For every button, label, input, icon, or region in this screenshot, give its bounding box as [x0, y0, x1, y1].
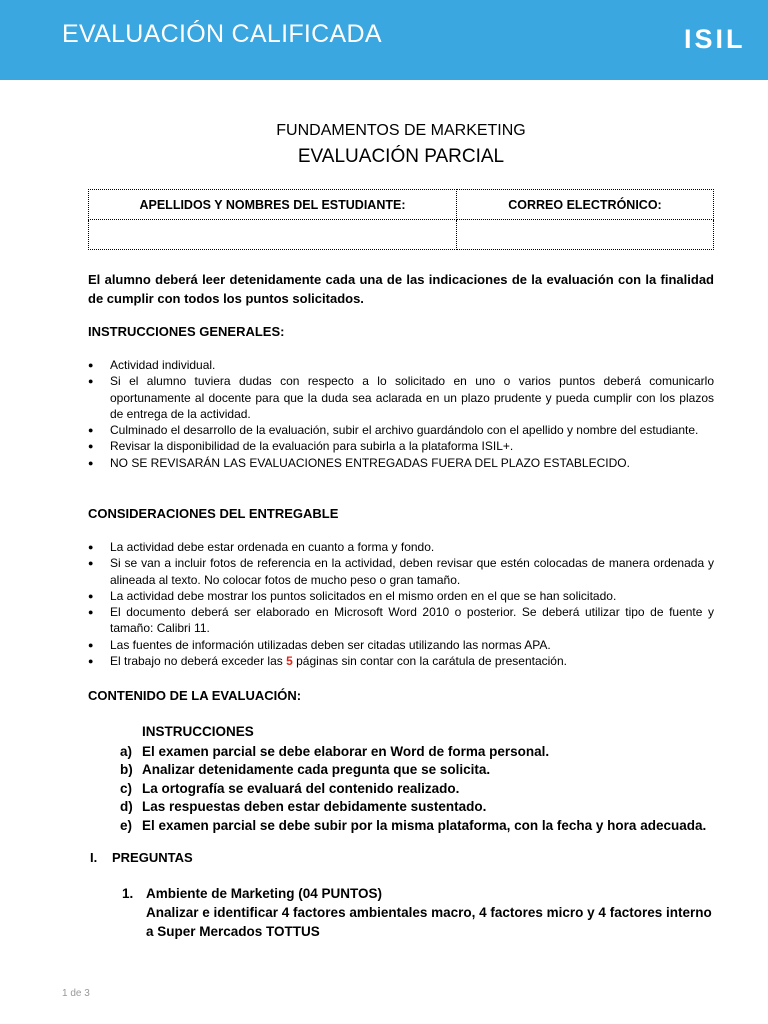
question-title: Ambiente de Marketing (04 PUNTOS)	[146, 886, 383, 901]
exam-title: EVALUACIÓN PARCIAL	[297, 146, 505, 167]
table-input-row	[89, 220, 714, 250]
student-name-header: APELLIDOS Y NOMBRES DEL ESTUDIANTE:	[89, 190, 457, 220]
list-item: ● Si se van a incluir fotos de referencia en la actividad, deben revisar que estén colocadas de manera ordenada y alineada al texto. No colocar fotos de mucho peso o gran tamaño.	[88, 556, 714, 587]
list-item: b) Analizar detenidamente cada pregunta que se solicita.	[120, 762, 491, 778]
bullet-icon: ●	[88, 376, 94, 387]
bullet-icon: ●	[88, 607, 94, 618]
list-item: d) Las respuestas deben estar debidamente sustentado.	[120, 799, 487, 815]
isil-logo: ISIL	[684, 24, 746, 54]
intro-paragraph: El alumno deberá leer detenidamente cada una de las indicaciones de la evaluación con la finalidad de cumplir con todos los puntos solicitados.	[88, 272, 714, 306]
student-email-header: CORREO ELECTRÓNICO:	[457, 190, 714, 220]
student-info-table	[88, 189, 714, 250]
general-instructions-title: INSTRUCCIONES GENERALES:	[88, 324, 285, 339]
list-item: ● Actividad individual.	[88, 358, 216, 372]
list-item: ● El trabajo no deberá exceder las 5 páginas sin contar con la carátula de presentación.	[88, 654, 567, 669]
list-item: ● Revisar la disponibilidad de la evaluación para subirla a la plataforma ISIL+.	[88, 439, 514, 454]
instructions-list	[120, 743, 714, 835]
page-number: 1 de 3	[62, 988, 90, 999]
question-text: Analizar e identificar 4 factores ambientales macro, 4 factores micro y 4 factores interno a Super Mercados TOTTUS	[146, 905, 712, 939]
bullet-icon: ●	[88, 360, 94, 370]
general-instructions-list	[88, 357, 714, 471]
list-item: ● Si el alumno tuviera dudas con respecto a lo solicitado en uno o varios puntos deberá comunicarlo oportunamente al docente para que la duda sea aclarada en un plazo prudente y pueda cumplir con los plazos de entrega de la actividad.	[88, 374, 714, 421]
bullet-icon: ●	[88, 590, 94, 601]
question-1	[122, 884, 714, 941]
bullet-icon: ●	[88, 656, 94, 667]
list-item: ● La actividad debe estar ordenada en cuanto a forma y fondo.	[88, 540, 435, 554]
question-number: 1.	[122, 886, 134, 901]
questions-heading	[90, 850, 193, 865]
list-item: ● NO SE REVISARÁN LAS EVALUACIONES ENTREGADAS FUERA DEL PLAZO ESTABLECIDO.	[88, 455, 630, 470]
list-item: ● Culminado el desarrollo de la evaluación, subir el archivo guardándolo con el apellido y nombre del estudiante.	[88, 423, 699, 438]
header-banner	[0, 0, 768, 80]
student-email-cell[interactable]	[457, 220, 714, 250]
list-item: e) El examen parcial se debe subir por la misma plataforma, con la fecha y hora adecuada.	[120, 817, 707, 833]
bullet-icon: ●	[88, 558, 94, 569]
list-item: ● El documento deberá ser elaborado en Microsoft Word 2010 o posterior. Se deberá utilizar tipo de fuente y tamaño: Calibri 11.	[88, 605, 714, 636]
list-item: ● La actividad debe mostrar los puntos solicitados en el mismo orden en el que se han solicitado.	[88, 588, 617, 603]
bullet-icon: ●	[88, 639, 94, 650]
student-name-cell[interactable]	[89, 220, 457, 250]
page-limit-number: 5	[286, 654, 293, 669]
deliverable-list	[88, 539, 714, 669]
instructions-title: INSTRUCCIONES	[142, 724, 254, 739]
banner-title: EVALUACIÓN CALIFICADA	[62, 20, 382, 48]
section-numeral: I.	[90, 850, 98, 865]
list-item: a) El examen parcial se debe elaborar en Word de forma personal.	[120, 744, 550, 759]
list-item: c) La ortografía se evaluará del contenido realizado.	[120, 780, 460, 796]
deliverable-title: CONSIDERACIONES DEL ENTREGABLE	[88, 506, 339, 521]
content-title: CONTENIDO DE LA EVALUACIÓN:	[88, 688, 302, 703]
list-item: ● Las fuentes de información utilizadas deben ser citadas utilizando las normas APA.	[88, 637, 551, 652]
bullet-icon: ●	[88, 441, 94, 452]
table-header-row	[89, 190, 714, 220]
bullet-icon: ●	[88, 542, 94, 552]
questions-title: PREGUNTAS	[112, 850, 193, 865]
bullet-icon: ●	[88, 425, 94, 436]
course-title: FUNDAMENTOS DE MARKETING	[276, 122, 526, 139]
bullet-icon: ●	[88, 457, 94, 468]
